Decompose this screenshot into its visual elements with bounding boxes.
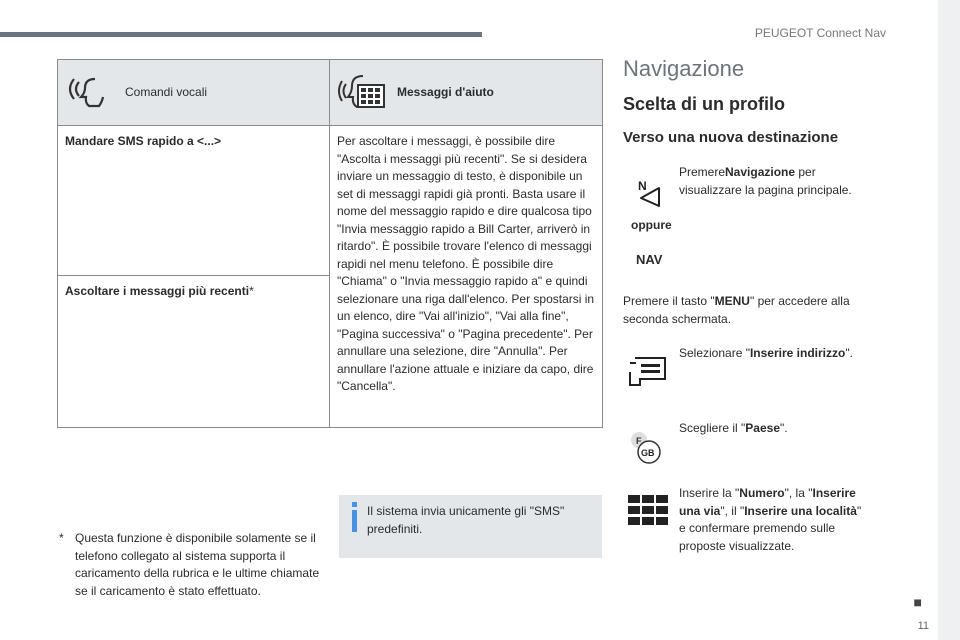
section-title: Navigazione — [623, 56, 745, 81]
step5-text — [679, 485, 869, 555]
step5-a: Inserire la " — [679, 486, 740, 500]
step1-text — [679, 164, 869, 199]
step3-post: ". — [845, 346, 853, 360]
info-box — [339, 495, 602, 558]
section-heading: Verso una nuova destinazione — [623, 129, 839, 146]
step1-post: per visualizzare la pagina principale. — [679, 165, 852, 197]
step5-b: Numero — [739, 486, 785, 500]
step3-text — [679, 345, 869, 363]
info-icon — [348, 502, 361, 532]
step5-d: Inserire una via — [679, 486, 856, 518]
step5-f: Inserire una località — [744, 503, 857, 518]
info-text: Il sistema invia unicamente gli "SMS" predefiniti. — [367, 504, 565, 536]
page-dot: ■ — [913, 594, 922, 610]
header-right-label: Messaggi d'aiuto — [397, 84, 494, 99]
help-text-cell — [330, 126, 603, 428]
subtitle: Scelta di un profilo — [623, 94, 786, 114]
country-icon — [628, 430, 668, 471]
country-bottom-label: GB — [641, 448, 655, 458]
enter-address-icon — [628, 355, 668, 394]
nav-icon-letter: N — [638, 179, 647, 193]
step5-g: " e confermare premendo sulle proposte visualizzate. — [679, 503, 862, 553]
step3-bold: Inserire indirizzo — [749, 346, 846, 360]
help-messages-icon — [337, 72, 391, 114]
manual-title: PEUGEOT Connect Nav — [754, 26, 886, 40]
footnote-mark: * — [59, 531, 64, 545]
command-cell — [58, 276, 330, 428]
step5-c: ", la " — [784, 486, 813, 500]
table-header-row — [58, 60, 603, 126]
step5-e: ", il " — [720, 503, 745, 518]
step3-pre: Selezionare " — [679, 346, 750, 360]
header-voice-commands — [58, 60, 330, 126]
page-number: 11 — [917, 620, 929, 632]
step4-bold: Paese — [745, 421, 780, 435]
nav-arrow-icon — [637, 178, 663, 213]
step1-bold: Navigazione — [725, 165, 796, 179]
step4-post: ". — [780, 421, 788, 435]
voice-commands-table — [57, 59, 603, 428]
step2-post: " per accedere alla seconda schermata. — [623, 294, 850, 326]
step2-pre: Premere il tasto " — [623, 294, 715, 308]
footnote — [59, 530, 321, 600]
navigation-column — [623, 56, 871, 146]
step2-bold: MENU — [714, 294, 750, 308]
keypad-icon — [628, 495, 668, 532]
command-asterisk: * — [249, 284, 254, 298]
step2-text — [623, 293, 871, 328]
footnote-text: Questa funzione è disponibile solamente se il telefono collegato al sistema supporta il caricamento della rubrica e le ultime chiamate se il caricamento è stato effettuato. — [75, 531, 320, 598]
nav-button-label: NAV — [636, 252, 663, 267]
header-bar — [0, 32, 482, 37]
help-text: Per ascoltare i messaggi, è possibile dire "Ascolta i messaggi più recenti". Se si desidera inviare un messaggio di testo, è disponibile un set di messaggi rapidi già pronti. Basta usare il nome del messaggio rapido e dire qualcosa tipo "Invia messaggio rapido a Bill Carter, arriverò in ritardo". È possibile trovare l'elenco di messaggi rapidi nel menu telefono. È possibile dire "Chiama" o "Invia messaggio rapido a" e quindi selezionare una riga dall'elenco. Per spostarsi in un elenco, dire "Vai all'inizio", "Vai alla fine", "Pagina successiva" o "Pagina precedente". Per annullare una selezione, dire "Annulla". Per annullare l'azione attuale e iniziare da capo, dire "Cancella". — [337, 134, 595, 393]
header-left-label: Comandi vocali — [125, 84, 208, 99]
step4-text — [679, 420, 869, 438]
header-help-messages — [330, 60, 603, 126]
command-listen: Ascoltare i messaggi più recenti — [65, 284, 250, 298]
or-label: oppure — [631, 218, 672, 232]
country-top-label: F — [636, 436, 642, 446]
voice-command-icon — [65, 73, 117, 113]
table-row — [58, 126, 603, 276]
command-cell — [58, 126, 330, 276]
step4-pre: Scegliere il " — [679, 421, 746, 435]
page-edge-strip — [938, 0, 960, 640]
command-sms: Mandare SMS rapido a <...> — [65, 134, 222, 148]
step1-pre: Premere — [679, 165, 726, 179]
